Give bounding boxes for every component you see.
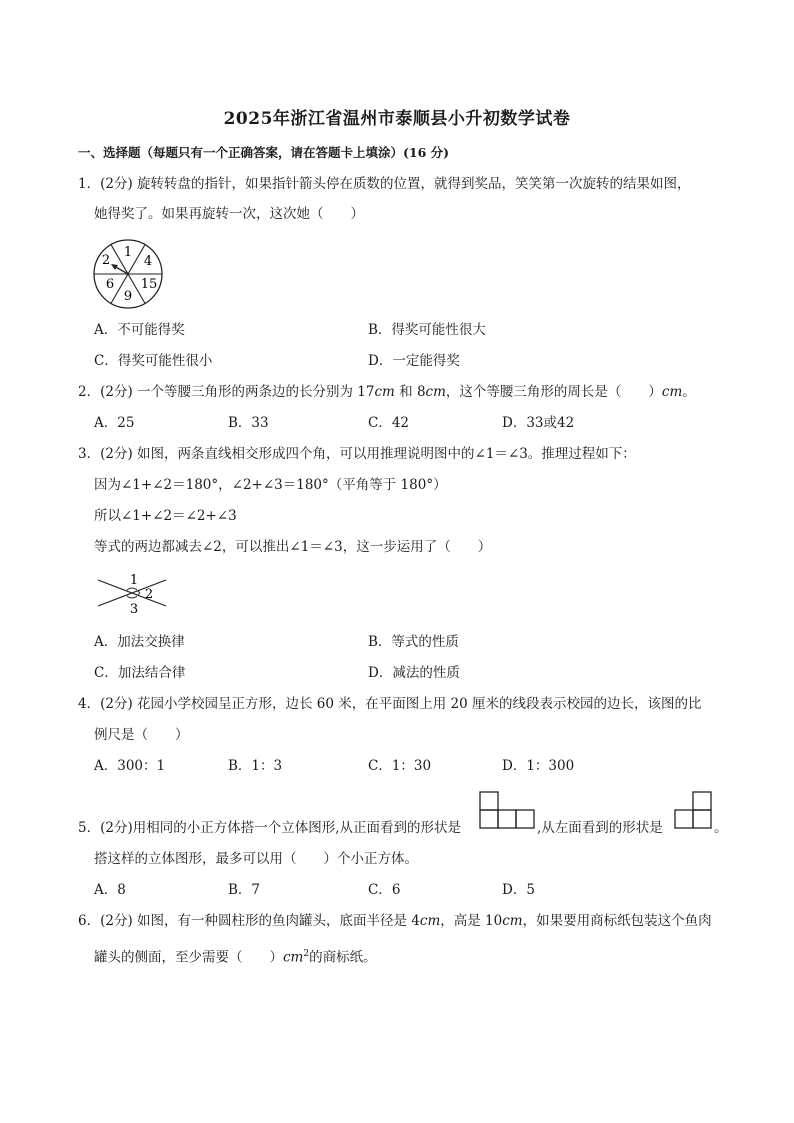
q6-text-d: 罐头的侧面，至少需要（ ） xyxy=(94,949,283,966)
wheel-number: 9 xyxy=(123,289,133,304)
q2-unit-a: cm xyxy=(374,384,395,400)
q3-line-1: 3．(2分) 如图，两条直线相交形成四个角，可以用推理说明图中的∠1＝∠3。推理过程如下： xyxy=(78,446,636,462)
q1-option-d[interactable]: D．一定能得奖 xyxy=(368,353,460,369)
wheel-number: 15 xyxy=(140,277,158,292)
q2-text-a: 2．(2分) 一个等腰三角形的两条边的长分别为 17 xyxy=(78,384,375,400)
q1-option-a[interactable]: A．不可能得奖 xyxy=(94,322,185,338)
q5-line-2: 搭这样的立体图形，最多可以用（ ）个小正方体。 xyxy=(94,851,418,867)
q2-option-d[interactable]: D．33或42 xyxy=(502,415,575,431)
q4-line-1: 4．(2分) 花园小学校园呈正方形，边长 60 米，在平面图上用 20 厘米的线段表示校园的边长，该图的比 xyxy=(78,696,702,712)
section-header: 一、选择题（每题只有一个正确答案，请在答题卡上填涂）(16 分) xyxy=(78,145,450,160)
q2-text-c: ，这个等腰三角形的周长是（ ） xyxy=(445,384,662,400)
q3-option-b[interactable]: B．等式的性质 xyxy=(368,634,459,650)
q6-line-1 xyxy=(78,911,712,931)
q4-option-c[interactable]: C．1：30 xyxy=(368,758,432,774)
angle-label: 3 xyxy=(129,602,139,616)
intersecting-lines-figure xyxy=(94,570,170,616)
left-view-figure xyxy=(674,791,714,831)
q3-option-d[interactable]: D．减法的性质 xyxy=(368,665,460,681)
q2-text-d: 。 xyxy=(682,384,696,400)
q6-text-e: 的商标纸。 xyxy=(309,949,377,966)
q2-unit-c: cm xyxy=(661,384,683,400)
q3-option-a[interactable]: A．加法交换律 xyxy=(94,634,185,650)
q5-option-a[interactable]: A．8 xyxy=(94,882,126,898)
q4-option-a[interactable]: A．300：1 xyxy=(94,758,166,774)
q5-line-1-a: 5．(2分)用相同的小正方体搭一个立体图形,从正面看到的形状是 xyxy=(78,820,462,836)
q6-superscript: 2 xyxy=(303,949,310,959)
q2-unit-b: cm xyxy=(425,384,446,400)
q4-line-2: 例尺是（ ） xyxy=(94,727,189,743)
q1-option-c[interactable]: C．得奖可能性很小 xyxy=(94,353,213,369)
wheel-number: 2 xyxy=(101,253,111,268)
q3-option-c[interactable]: C．加法结合律 xyxy=(94,665,186,681)
wheel-number: 6 xyxy=(105,277,115,292)
q6-text-b: ，高是 10 xyxy=(440,913,503,929)
q5-option-c[interactable]: C．6 xyxy=(368,882,401,898)
q2-line-1 xyxy=(78,382,696,402)
q3-line-2: 因为∠1+∠2＝180°，∠2+∠3＝180°（平角等于 180°） xyxy=(94,477,447,493)
q6-text-a: 6．(2分) 如图，有一种圆柱形的鱼肉罐头，底面半径是 4 xyxy=(78,913,420,929)
q3-line-3: 所以∠1+∠2＝∠2+∠3 xyxy=(94,508,237,524)
q6-unit-c: cm xyxy=(283,949,304,966)
wheel-number: 1 xyxy=(123,245,133,260)
q2-option-c[interactable]: C．42 xyxy=(368,415,410,431)
q5-option-b[interactable]: B．7 xyxy=(228,882,261,898)
angle-label: 1 xyxy=(129,573,139,588)
q4-option-d[interactable]: D．1：300 xyxy=(502,758,575,774)
q6-unit-b: cm xyxy=(502,913,523,929)
wheel-number: 4 xyxy=(143,254,153,269)
q6-line-2 xyxy=(94,944,377,968)
q3-line-4: 等式的两边都减去∠2，可以推出∠1＝∠3，这一步运用了（ ） xyxy=(94,539,492,555)
q5-line-1-c: 。 xyxy=(714,820,728,836)
q2-text-b: 和 8 xyxy=(394,384,426,400)
spinner-wheel-figure xyxy=(90,236,166,312)
exam-title: 2025年浙江省温州市泰顺县小升初数学试卷 xyxy=(223,109,571,129)
q6-unit-a: cm xyxy=(419,913,441,929)
q5-option-d[interactable]: D．5 xyxy=(502,882,535,898)
angle-label: 2 xyxy=(144,587,154,602)
q2-option-a[interactable]: A．25 xyxy=(94,415,135,431)
q1-option-b[interactable]: B．得奖可能性很大 xyxy=(368,322,486,338)
q5-line-1-b: ,从左面看到的形状是 xyxy=(537,820,663,836)
q4-option-b[interactable]: B．1：3 xyxy=(228,758,283,774)
q6-text-c: ，如果要用商标纸包装这个鱼肉 xyxy=(522,913,712,929)
q1-line-2: 她得奖了。如果再旋转一次，这次她（ ） xyxy=(94,206,364,222)
q2-option-b[interactable]: B．33 xyxy=(228,415,269,431)
front-view-figure xyxy=(479,791,537,831)
q1-line-1: 1．(2分) 旋转转盘的指针，如果指针箭头停在质数的位置，就得到奖品，笑笑第一次旋转的结果如图， xyxy=(78,176,691,192)
